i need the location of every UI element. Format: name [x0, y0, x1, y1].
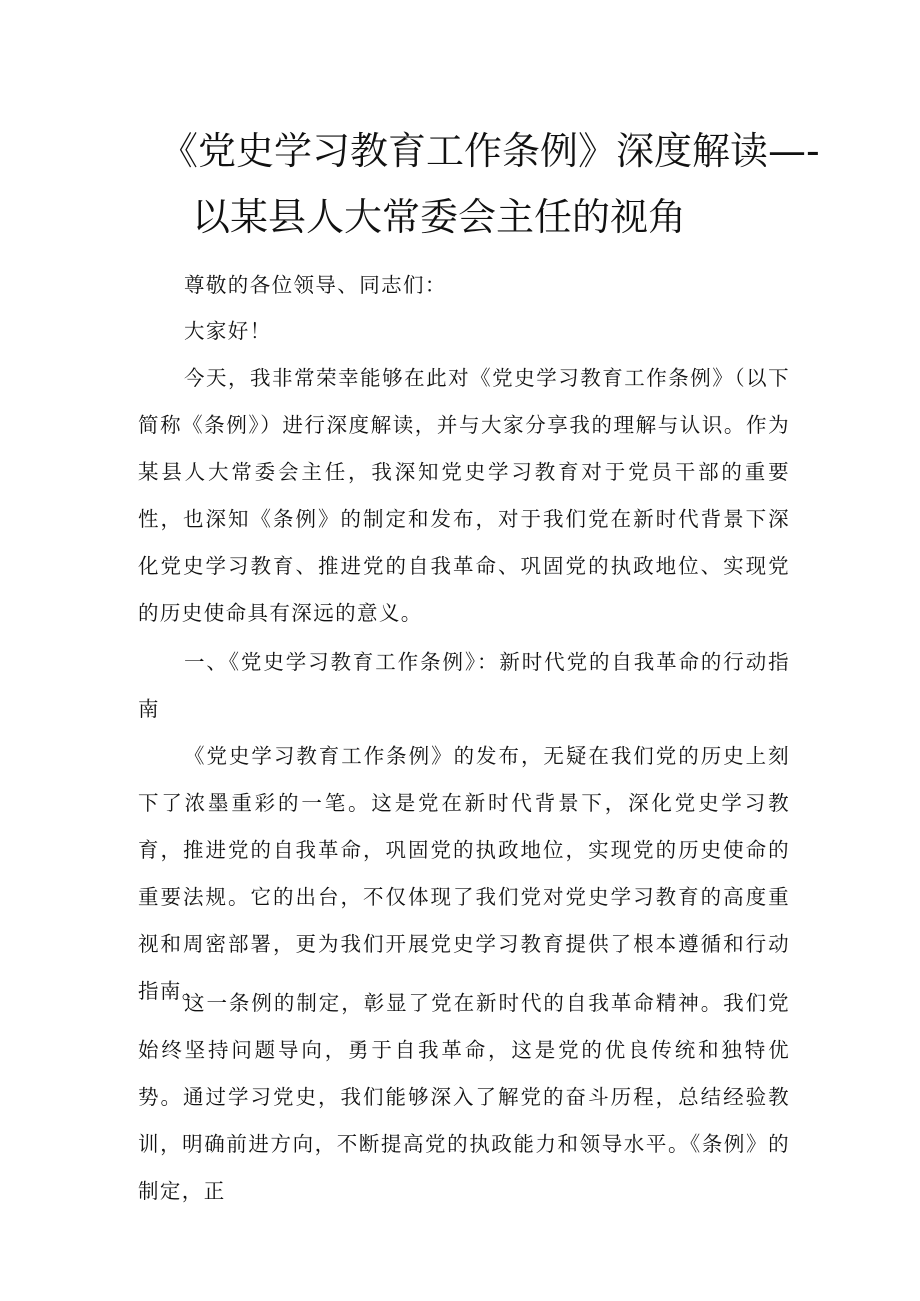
salutation: 尊敬的各位领导、同志们： [184, 273, 447, 297]
greeting: 大家好！ [184, 319, 272, 343]
paragraph-intro: 今天，我非常荣幸能够在此对《党史学习教育工作条例》（以下简称《条例》）进行深度解读，并与大家分享我的理解与认识。作为某县人大常委会主任，我深知党史学习教育对于党员干部的重要性，也深知《条例》的制定和发布，对于我们党在新时代背景下深化党史学习教育、推进党的自我革命、巩固党的执政地位、实现党的历史使命具有深远的意义。 [138, 366, 790, 625]
paragraph-release: 《党史学习教育工作条例》的发布，无疑在我们党的历史上刻下了浓墨重彩的一笔。这是党在新时代背景下，深化党史学习教育，推进党的自我革命，巩固党的执政地位，实现党的历史使命的重要法规。它的出台，不仅体现了我们党对党史学习教育的高度重视和周密部署，更为我们开展党史学习教育提供了根本遵循和行动指南。 [138, 744, 790, 1003]
paragraph-self-revolution: 这一条例的制定，彰显了党在新时代的自我革命精神。我们党始终坚持问题导向，勇于自我革命，这是党的优良传统和独特优势。通过学习党史，我们能够深入了解党的奋斗历程，总结经验教训，明确前进方向，不断提高党的执政能力和领导水平。《条例》的制定，正 [138, 991, 790, 1203]
document-title-line-1: 《党史学习教育工作条例》深度解读—- [160, 129, 820, 173]
document-title-line-2: 以某县人大常委会主任的视角 [192, 195, 687, 239]
section-heading: 一、《党史学习教育工作条例》：新时代党的自我革命的行动指南 [138, 650, 790, 721]
